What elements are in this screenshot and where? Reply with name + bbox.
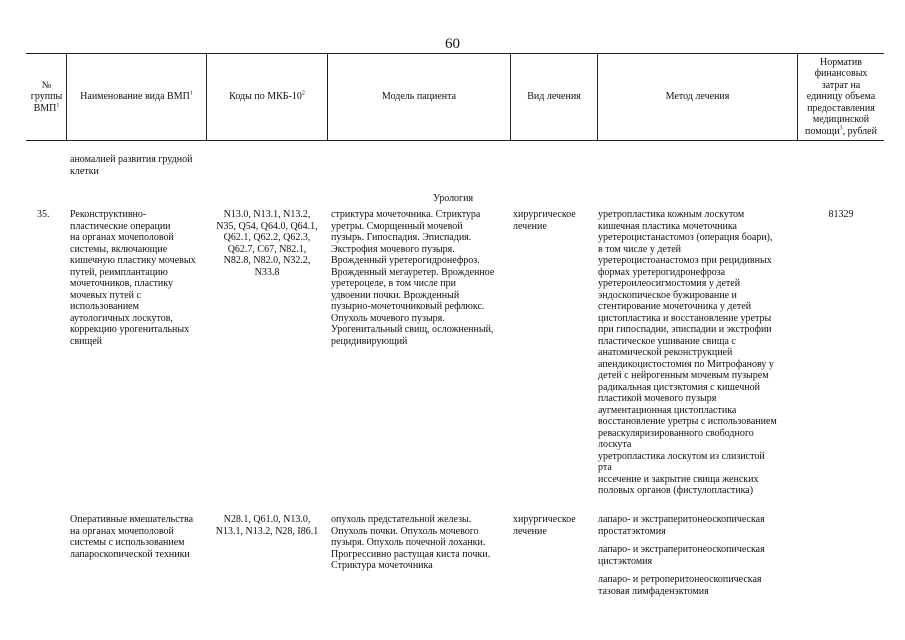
row35-treatment-method: уретропластика кожным лоскутом кишечная пластика мочеточника уретероцистанастомоз (операция боари), в том числе у детей уретероцистоанастомоз при рецидивных формах уретерогидронефроза уретероилеосигмостомия у детей эндоскопическое бужирование и стентирование мочеточника у детей цистопластика и восстановление уретры при гипоспадии, эписпадии и экстрофии пластическое ушивание свища с анатомической реконструкцией апендикоцистостомия по Митрофанову у детей с нейрогенным мочевым пузырем радикальная цистэктомия с кишечной пластикой мочевого пузыря аугментационная цистопластика восстановление уретры с использованием реваскуляризированного свободного лоскута уретропластика лоскутом из слизистой рта иссечение и закрытие свища женских половых органов (фистулопластика) [598, 209, 777, 496]
row35-mkb-codes: N13.0, N13.1, N13.2, N35, Q54, Q64.0, Q64.1, Q62.1, Q62.2, Q62.3, Q62.7, C67, N82.1, N82.8, N82.0, N32.2, N33.8 [216, 209, 318, 278]
rowb-patient-model: опухоль предстательной железы. Опухоль почки. Опухоль мочевого пузыря. Опухоль почечной лоханки. Прогрессивно растущая киста почки. Стриктура мочеточника [331, 514, 491, 571]
row35-standard-cost: 81329 [828, 209, 854, 220]
rowb-mkb-codes: N28.1, Q61.0, N13.0, N13.1, N13.2, N28, I86.1 [215, 514, 319, 537]
rowb-method-lymphadenectomy: лапаро- и ретроперитонеоскопическая тазовая лимфаденэктомия [598, 574, 762, 597]
header-mkb-codes: Коды по МКБ-$10^2$ [229, 90, 305, 103]
header-treatment-method: Метод лечения [665, 91, 730, 103]
header-bottom-border [26, 140, 884, 141]
header-group-no: № группы ВМП$^1$ [30, 79, 63, 114]
header-vmp-name: Наименование вида ВМП$^1$ [80, 90, 193, 103]
page-number: 60 [445, 36, 460, 52]
header-standard-cost: Норматив финансовых затрат на единицу объема предоставления медицинской помощи$^3$, рублей [805, 56, 877, 137]
header-treatment-type: Вид лечения [527, 91, 581, 103]
rowb-vmp-name: Оперативные вмешательства на органах мочеполовой системы с использованием лапароскопической техники [70, 514, 194, 560]
rowb-treatment-method [598, 514, 765, 597]
header-patient-model: Модель пациента [381, 91, 457, 103]
row35-treatment-type: хирургическое лечение [513, 209, 576, 232]
rowb-method-cystectomy: лапаро- и экстраперитонеоскопическая цистэктомия [598, 544, 765, 567]
rowb-treatment-type: хирургическое лечение [513, 514, 576, 537]
rowb-method-prostatectomy: лапаро- и экстраперитонеоскопическая простатэктомия [598, 514, 765, 537]
row35-vmp-name: Реконструктивно- пластические операции на органах мочеполовой системы, включающие кишечную пластику мочевых путей, реимплантацию мочеточников, пластику мочевых путей с использованием аутологичных лоскутов, коррекцию урогенитальных свищей [70, 209, 196, 347]
row35-patient-model: стриктура мочеточника. Стриктура уретры. Сморщенный мочевой пузырь. Гипоспадия. Эписпадия. Экстрофия мочевого пузыря. Врожденный уретерогидронефроз. Врожденный мегауретер. Врожденное уретероцеле, в том числе при удвоении почки. Врожденный пузырно-мочеточниковый рефлюкс. Опухоль мочевого пузыря. Урогенитальный свищ, осложненный, рецидивирующий [331, 209, 495, 347]
section-title: Урология [433, 193, 474, 204]
row35-group-number: 35. [37, 209, 50, 220]
continuation-text: аномалией развития грудной клетки [70, 154, 193, 177]
